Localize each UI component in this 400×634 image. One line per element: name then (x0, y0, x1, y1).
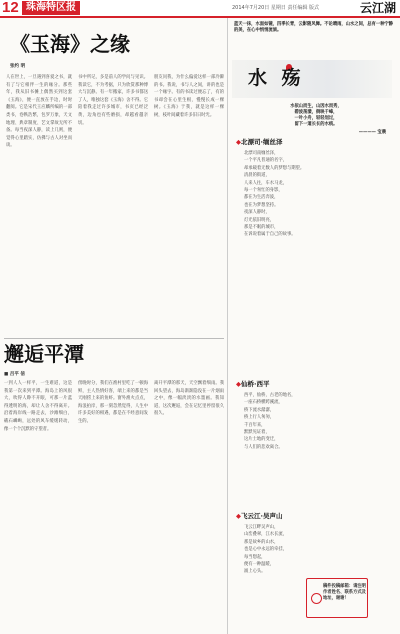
poem-line: 涌上心头。 (244, 569, 266, 575)
poem-line: 灯光依旧明亮， (244, 217, 275, 223)
poem-line: 西平，仙桥，古老的地名， (244, 393, 296, 398)
date-line: 2014年7月20日 星期日 责任编辑 版式 (232, 5, 320, 11)
poem-line: 一座石桥横跨溪流， (244, 400, 283, 406)
poem-line: 都在为生活奔波， (244, 195, 279, 201)
poem-line: 在诉说着属于自己的故事。 (244, 232, 296, 238)
poem-line: 一个平凡普通的名字， (244, 158, 287, 164)
poem-line: 与人们的悲欢离合。 (244, 444, 283, 450)
poem-line: 山峦叠翠，江水长流， (244, 532, 287, 538)
poem-section-title: ◆仙桥·西平 (236, 380, 270, 388)
poem-line: 碧波荡漾，倒映千峰， (294, 110, 338, 115)
poem-line: 默默见证着， (244, 430, 270, 436)
section-divider (4, 338, 224, 339)
poem-line: 桥上行人匆匆， (244, 415, 275, 421)
poem-line: 便有一种温暖， (244, 562, 275, 568)
article-byline-yuhai: 张约 明 (10, 64, 26, 69)
poem-section-body (244, 392, 344, 502)
poem-line: 却承载着无数人的梦想与期望。 (244, 165, 305, 171)
article-title-pingtan: 邂逅平潭 (4, 342, 84, 366)
poem-line: 每一个匆忙的身影， (244, 188, 283, 194)
poem-line: 人来人往，车水马龙， (244, 180, 287, 186)
poem-section-title: ◆飞云江·吴声山 (236, 512, 283, 520)
article-column-3: 朋友问我，为什么偏爱这样一部冷僻的书。我说，书与人之间，讲的也是一个缘字。有的书读过便忘了，有的书却会在心里生根，慢慢长成一棵树。《玉海》于我，就是这样一棵树，枝叶间藏着许多旧日时光。 (154, 75, 224, 118)
article-column-2: 书中所记，多是前人的学问与见识。我读它，不为考据，只为欣赏那种博大与沉静。有一年搬家，许多书都送了人，唯独这套《玉海》舍不得。它陪着我走过许多城市，书页已经泛黄，边角也有些磨损，却越看越亲切。 (78, 75, 148, 126)
poem-line: 那是故乡的山水， (244, 539, 279, 545)
poem-line: 清晨的街道， (244, 173, 270, 179)
poem-line: 也在为梦想坚持。 (244, 202, 279, 208)
page-header (0, 0, 400, 18)
poem-line: 那是不眠的城市， (244, 225, 279, 231)
article-column-5: 傍晚时分，我们在渔村里吃了一顿海鲜，主人热情好客，端上来的都是当天刚捞上来的鱼虾。窗外渔火点点，海浪拍岸，那一刻忽然觉得，人生中许多美好的相遇，都是在不经意间发生的。 (78, 381, 148, 424)
poem-line: 水依山而生，山因水而秀， (290, 104, 342, 109)
poem-author: ———— 宝晨 (358, 130, 386, 135)
poem-intro: 蓝天一抹，水面如镜，四季长青，云影随风舞。不论晴雨，山水之间，总有一种宁静的美，在心中悄悄流淌。 (234, 22, 393, 34)
poem-line: 桥下流水潺潺， (244, 407, 275, 413)
poem-line: 这片土地的变迁， (244, 437, 279, 443)
article-title-water: 水 殇 (248, 67, 305, 89)
poem-line: 飞云江畔吴声山， (244, 525, 279, 530)
poem-line: 留下一道长长的水痕。 (294, 122, 338, 127)
article-column-4: 一到人人一样平，一生难道，这是我第一次来到平潭。海岛上的风很大，吹得人睁不开眼，可那一片蓝得透明的海，却让人舍不得离开。沿着海岸线一路走去，沙滩细白，礁石嶙峋，远处的风车缓缓转动，像一个个沉默的守望者。 (4, 381, 72, 432)
poem-line: 也是心中永远的牵挂， (244, 547, 287, 553)
submission-notice: 稿件投稿邮箱：请注明作者姓名、联系方式及地址，谢谢！ (306, 578, 368, 618)
poem-line: 每当想起， (244, 554, 266, 560)
page-number: 12 (2, 0, 19, 16)
poem-section-title: ◆北漂司·缅丝泽 (236, 138, 283, 146)
poem-line: 一叶小舟，轻轻划过， (294, 116, 338, 121)
article-column-1: 人在世上，一旦遇到喜爱之书，就有了与它相伴一生的缘分。那些年，我从旧书摊上偶然买到这套《玉海》，便一直放在手边，时时翻阅。它是宋代王应麟所编的一部类书，卷帙浩繁，包罗万象，天文地理、典章制度、艺文掌故无所不备。每当夜深人静，读上几则，便觉得心里踏实，仿佛与古人对坐而谈。 (6, 75, 72, 149)
article-byline-pingtan: ■ 吕平 信 (4, 372, 25, 377)
poem-line: 千百年来， (244, 422, 266, 428)
envelope-icon (311, 593, 322, 604)
edition-name: 云江湖 (359, 1, 396, 15)
poem-line: 北漂司南缅丝泽， (244, 151, 279, 156)
column-divider (227, 18, 228, 634)
poem-section-body (244, 150, 344, 390)
poem-line: 夜深人静时， (244, 210, 270, 216)
article-title-yuhai: 《玉海》之缘 (10, 32, 130, 56)
article-column-6: 离开平潭的那天，天空飘着细雨。我回头望去，海岛渐渐隐没在一片烟雨之中，像一幅淡淡的水墨画。我知道，这次邂逅，会在记忆里停留很久很久。 (154, 381, 224, 417)
newspaper-name: 珠海特区报 (22, 1, 80, 15)
poem-section-body (244, 524, 344, 584)
